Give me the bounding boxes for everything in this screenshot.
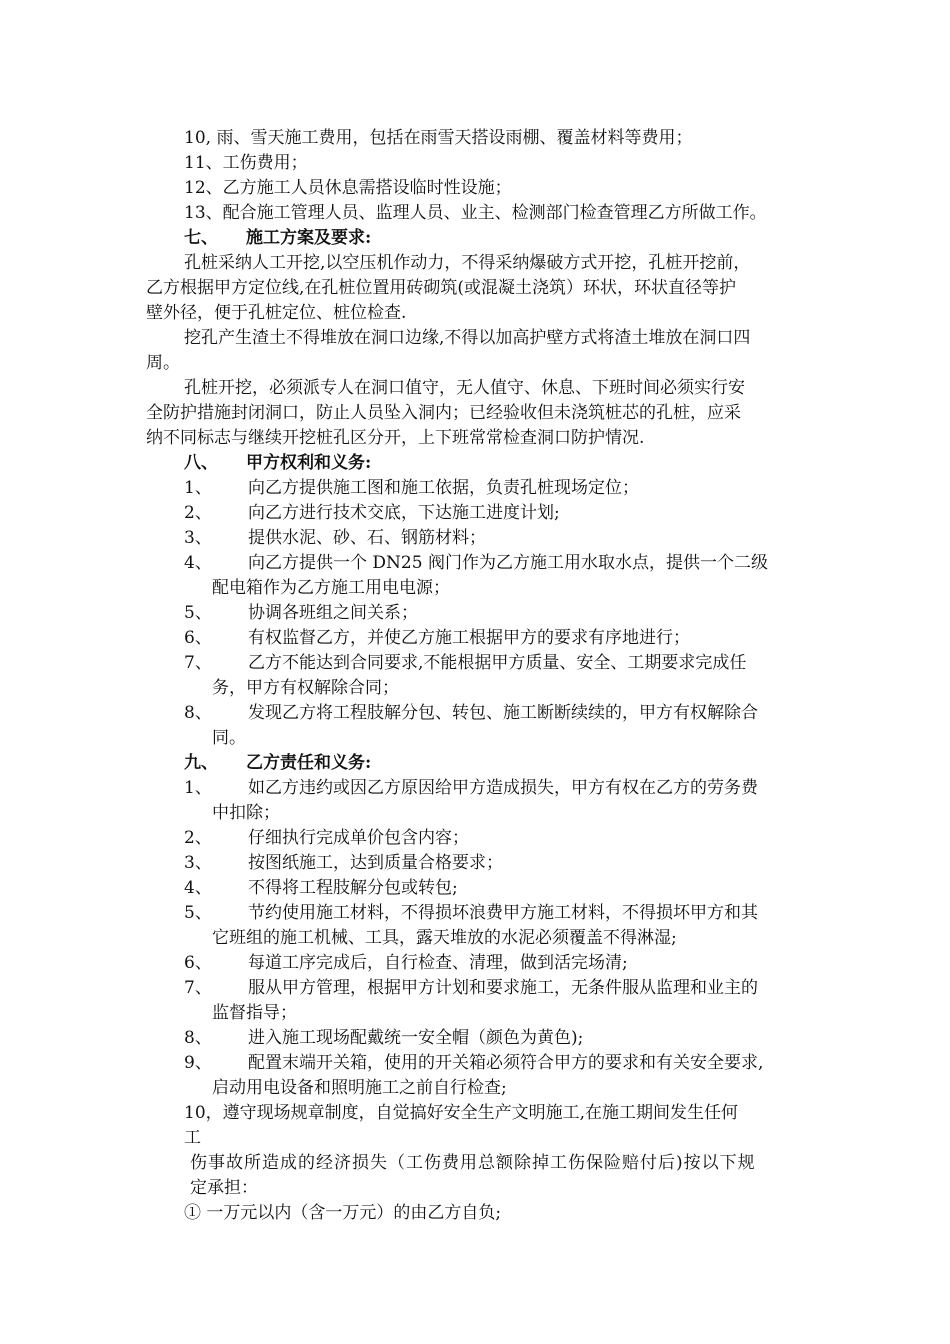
item-text: 协调各班组之间关系； (248, 603, 418, 623)
section8-item-1 (184, 476, 639, 501)
section8-item-6 (184, 626, 690, 651)
section8-title: 甲方权利和义务: (246, 453, 372, 473)
section7-p1-line2: 乙方根据甲方定位线,在孔桩位置用砖砌筑(或混凝土浇筑）环状，环状直径等护 (146, 278, 737, 298)
item-number: 2、 (184, 503, 212, 523)
item-text: 服从甲方管理，根据甲方计划和要求施工，无条件服从监理和业主的 (248, 978, 758, 998)
section8-item-3 (184, 526, 486, 551)
section9-item-1 (184, 776, 758, 801)
section8-item-8 (184, 701, 758, 726)
section7-number: 七、 (184, 228, 218, 248)
item-text: 向乙方提供施工图和施工依据，负责孔桩现场定位； (248, 478, 639, 498)
section9-item-5-cont: 它班组的施工机械、工具，露天堆放的水泥必须覆盖不得淋湿; (212, 928, 677, 948)
section7-p1-line1: 孔桩采纳人工开挖,以空压机作动力，不得采纳爆破方式开挖，孔桩开挖前， (184, 253, 751, 273)
section7-title: 施工方案及要求: (246, 228, 372, 248)
item-number: 4、 (184, 553, 212, 573)
item-text: 仔细执行完成单价包含内容； (248, 828, 469, 848)
section7-p3-line2: 全防护措施封闭洞口，防止人员坠入洞内；已经验收但未浇筑桩芯的孔桩，应采 (146, 403, 741, 423)
section7-p3-line1: 孔桩开挖，必须派专人在洞口值守，无人值守、休息、下班时间必须实行安 (184, 378, 745, 398)
item-text: 按图纸施工，达到质量合格要求； (248, 853, 503, 873)
item-10-rain-snow: 10, 雨、雪天施工费用，包括在雨雪天搭设雨棚、覆盖材料等费用； (184, 128, 693, 148)
section9-item-10-cont1: 伤事故所造成的经济损失（工伤费用总额除掉工伤保险赔付后)按以下规 (190, 1153, 756, 1173)
item-number: 3、 (184, 528, 212, 548)
item-number: 1、 (184, 478, 212, 498)
item-number: 5、 (184, 603, 212, 623)
section8-item-4-cont: 配电箱作为乙方施工用电电源； (212, 578, 450, 598)
section9-item-7 (184, 976, 758, 1001)
section8-heading (184, 451, 371, 476)
section9-item-10-cont2: 定承担： (190, 1178, 258, 1198)
item-number: 7、 (184, 653, 212, 673)
item-text: 乙方不能达到合同要求,不能根据甲方质量、安全、工期要求完成任 (248, 653, 747, 673)
item-number: 1、 (184, 778, 212, 798)
section8-item-2 (184, 501, 560, 526)
section9-number: 九、 (184, 753, 218, 773)
item-text: 向乙方提供一个 DN25 阀门作为乙方施工用水取水点，提供一个二级 (248, 553, 768, 573)
item-text: 每道工序完成后，自行检查、清理，做到活完场清; (248, 953, 628, 973)
item-number: 3、 (184, 853, 212, 873)
section9-heading (184, 751, 371, 776)
section9-item-10-line2: 工 (184, 1128, 201, 1148)
item-text: 提供水泥、砂、石、钢筋材料； (248, 528, 486, 548)
section7-p1-line3: 壁外径，便于孔桩定位、桩位检查. (146, 303, 407, 323)
item-12-facilities: 12、乙方施工人员休息需搭设临时性设施； (184, 178, 512, 198)
item-number: 6、 (184, 953, 212, 973)
item-number: 9、 (184, 1053, 212, 1073)
item-text: 配置末端开关箱，使用的开关箱必须符合甲方的要求和有关安全要求, (248, 1053, 764, 1073)
section7-p3-line3: 纳不同标志与继续开挖桩孔区分开，上下班常常检查洞口防护情况. (146, 428, 645, 448)
section9-title: 乙方责任和义务: (246, 753, 372, 773)
item-text: 不得将工程肢解分包或转包; (248, 878, 458, 898)
section8-item-7 (184, 651, 746, 676)
item-number: 2、 (184, 828, 212, 848)
item-text: 进入施工现场配戴统一安全帽（颜色为黄色); (248, 1028, 584, 1048)
item-text: 如乙方违约或因乙方原因给甲方造成损失，甲方有权在乙方的劳务费 (248, 778, 758, 798)
item-number: 7、 (184, 978, 212, 998)
item-number: 5、 (184, 903, 212, 923)
section9-item-1-cont: 中扣除； (212, 803, 280, 823)
section8-number: 八、 (184, 453, 218, 473)
section9-item-8 (184, 1026, 583, 1051)
section9-sub-item-1: ① 一万元以内（含一万元）的由乙方自负; (184, 1203, 502, 1223)
section9-item-3 (184, 851, 503, 876)
section9-item-9-cont: 启动用电设备和照明施工之前自行检查; (212, 1078, 507, 1098)
item-11-injury: 11、工伤费用； (184, 153, 308, 173)
section8-item-5 (184, 601, 418, 626)
section7-p2-line1: 挖孔产生渣土不得堆放在洞口边缘,不得以加高护壁方式将渣土堆放在洞口四 (184, 328, 751, 348)
section9-item-5 (184, 901, 758, 926)
item-13-cooperation: 13、配合施工管理人员、监理人员、业主、检测部门检查管理乙方所做工作。 (184, 203, 767, 223)
section9-item-4 (184, 876, 458, 901)
section8-item-4 (184, 551, 768, 576)
item-number: 8、 (184, 1028, 212, 1048)
section7-p2-line2: 周。 (146, 353, 180, 373)
section9-item-6 (184, 951, 628, 976)
section9-item-10-line1: 10，遵守现场规章制度，自觉搞好安全生产文明施工,在施工期间发生任何 (184, 1103, 739, 1123)
section9-item-7-cont: 监督指导； (212, 1003, 297, 1023)
item-number: 8、 (184, 703, 212, 723)
item-number: 6、 (184, 628, 212, 648)
section7-heading (184, 226, 371, 251)
item-text: 有权监督乙方，并使乙方施工根据甲方的要求有序地进行； (248, 628, 690, 648)
item-text: 向乙方进行技术交底，下达施工进度计划; (248, 503, 560, 523)
section8-item-7-cont: 务，甲方有权解除合同； (212, 678, 399, 698)
section8-item-8-cont: 同。 (212, 728, 246, 748)
item-number: 4、 (184, 878, 212, 898)
item-text: 节约使用施工材料，不得损坏浪费甲方施工材料，不得损坏甲方和其 (248, 903, 758, 923)
section9-item-2 (184, 826, 469, 851)
item-text: 发现乙方将工程肢解分包、转包、施工断断续续的，甲方有权解除合 (248, 703, 758, 723)
section9-item-9 (184, 1051, 763, 1076)
